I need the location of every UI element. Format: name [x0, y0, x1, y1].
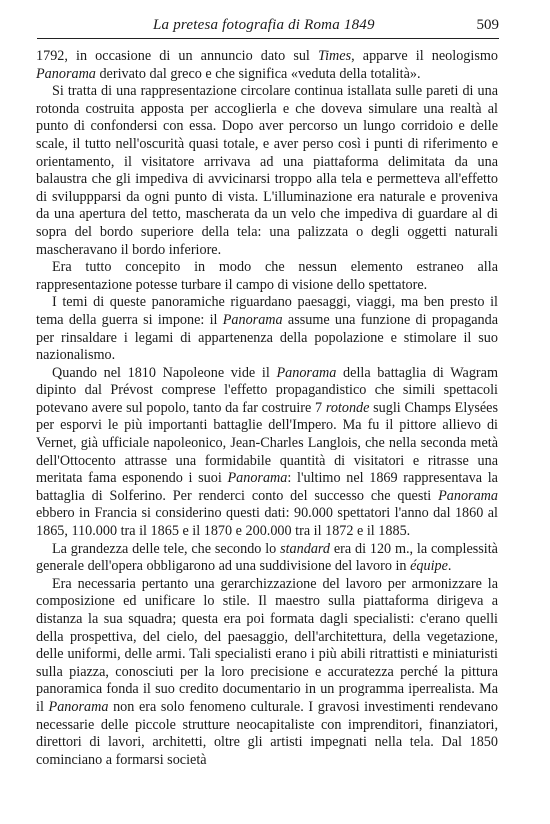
- text-run: La grandezza delle tele, che secondo lo: [52, 540, 281, 557]
- paragraph: [36, 576, 498, 770]
- italic-text: Panorama: [227, 470, 288, 487]
- text-run: Era necessaria pertanto una gerarchizzazione del lavoro per armonizzare la composizione ed unificare lo stile. Il maestro sulla piattaforma dirigeva a distanza la sua squadra; questa era poi formata dagli specialisti: c'erano quelli della prospettiva, del cielo, del paesaggio, dell'architettura, della vegetazione, delle uniformi, delle armi. Tali specialisti erano i più abili ritrattisti e miniaturisti sulla piazza, conosciuti per la loro precisione e accuratezza perché la pittura panoramica fonda il suo credito documentario in un programma iperrealista. Ma il: [36, 575, 498, 715]
- italic-text: Panorama: [48, 698, 109, 715]
- text-run: derivato dal greco e che significa «veduta della totalità».: [95, 65, 421, 82]
- text-run: assume una funzione di propaganda per rinsaldare i legami di appartenenza della popolazione e stimolare il suo nazionalismo.: [36, 311, 498, 364]
- page-number: 509: [476, 17, 499, 33]
- text-run: era di 120 m., la complessità generale dell'opera obbligarono ad una suddivisione del lavoro in: [36, 540, 498, 575]
- paragraph: [36, 48, 498, 83]
- text-run: .: [447, 558, 452, 575]
- italic-text: rotonde: [325, 399, 370, 416]
- text-run: sugli Champs Elysées per esporvi le più importanti battaglie dell'Impero. Ma fu il pittore allievo di Vernet, già ufficiale napoleonico, Jean-Charles Langlois, che nella seconda metà dell'Ottocento attrasse una formidabile quantità di visitatori e ritrasse una meritata fama esponendo i suoi: [36, 399, 498, 487]
- italic-text: Panorama: [276, 364, 337, 381]
- paragraph: [36, 365, 498, 541]
- paragraph: [36, 83, 498, 259]
- text-run: Era tutto concepito in modo che nessun elemento estraneo alla rappresentazione potesse turbare il campo di visione dello spettatore.: [36, 259, 498, 293]
- running-title: La pretesa fotografia di Roma 1849: [153, 17, 375, 33]
- text-run: Si tratta di una rappresentazione circolare continua istallata sulle pareti di una rotonda costruita apposta per accoglierla e che doveva simulare una realtà al punto di confondersi con essa. Dopo aver percorso un lungo corridoio e delle scale, il tutto nell'oscurità quasi totale, e aver perso così i punti di riferimento e orientamento, il visitatore arrivava ad una piattaforma delimitata da una balaustra che gli impediva di avvicinarsi troppo alla tela e permetteva all'effetto di sviluppparsi da ogni punto di vista. L'illuminazione era naturale e proveniva da una apertura del tetto, mascherata da un velo che impediva di guardare al di sopra del bordo superiore della tela: una palizzata o degli oggetti naturali mascheravano il bordo inferiore.: [36, 83, 498, 258]
- paragraph: [36, 259, 498, 294]
- text-run: I temi di queste panoramiche riguardano paesaggi, viaggi, ma ben presto il tema della guerra si impone: il: [36, 294, 498, 328]
- italic-text: Times: [318, 48, 352, 64]
- text-run: , apparve il neologismo: [351, 48, 498, 64]
- text-run: : l'ultimo nel 1869 rappresentava la battaglia di Solferino. Per renderci conto del successo che questi: [36, 470, 498, 504]
- italic-text: Panorama: [222, 311, 283, 328]
- text-run: ebbero in Francia si considerino questi dati: 90.000 spettatori l'anno dal 1860 al 1865, 110.000 tra il 1865 e il 1870 e 200.000 tra il 1872 e il 1885.: [36, 505, 498, 540]
- body-text: [36, 48, 498, 769]
- italic-text: Panorama: [438, 487, 498, 504]
- italic-text: Panorama: [36, 65, 96, 82]
- text-run: Quando nel 1810 Napoleone vide il: [52, 364, 277, 381]
- page-header: [37, 12, 499, 39]
- text-run: 1792, in occasione di un annuncio dato sul: [36, 48, 318, 64]
- paragraph: [36, 294, 498, 364]
- paragraph: [36, 541, 498, 576]
- text-run: non era solo fenomeno culturale. I gravosi investimenti rendevano necessarie delle piccole strutture neocapitaliste con imprenditori, finanziatori, direttori di lavori, architetti, oltre gli artisti impegnati nella tela. Dal 1850 cominciano a formarsi società: [36, 698, 499, 768]
- text-run: della battaglia di Wagram dipinto dal Prévost comprese l'effetto propagandistico che simili spettacoli potevano avere sul popolo, tanto da far costruire 7: [36, 364, 498, 416]
- italic-text: standard: [280, 540, 331, 557]
- italic-text: équipe: [410, 558, 448, 575]
